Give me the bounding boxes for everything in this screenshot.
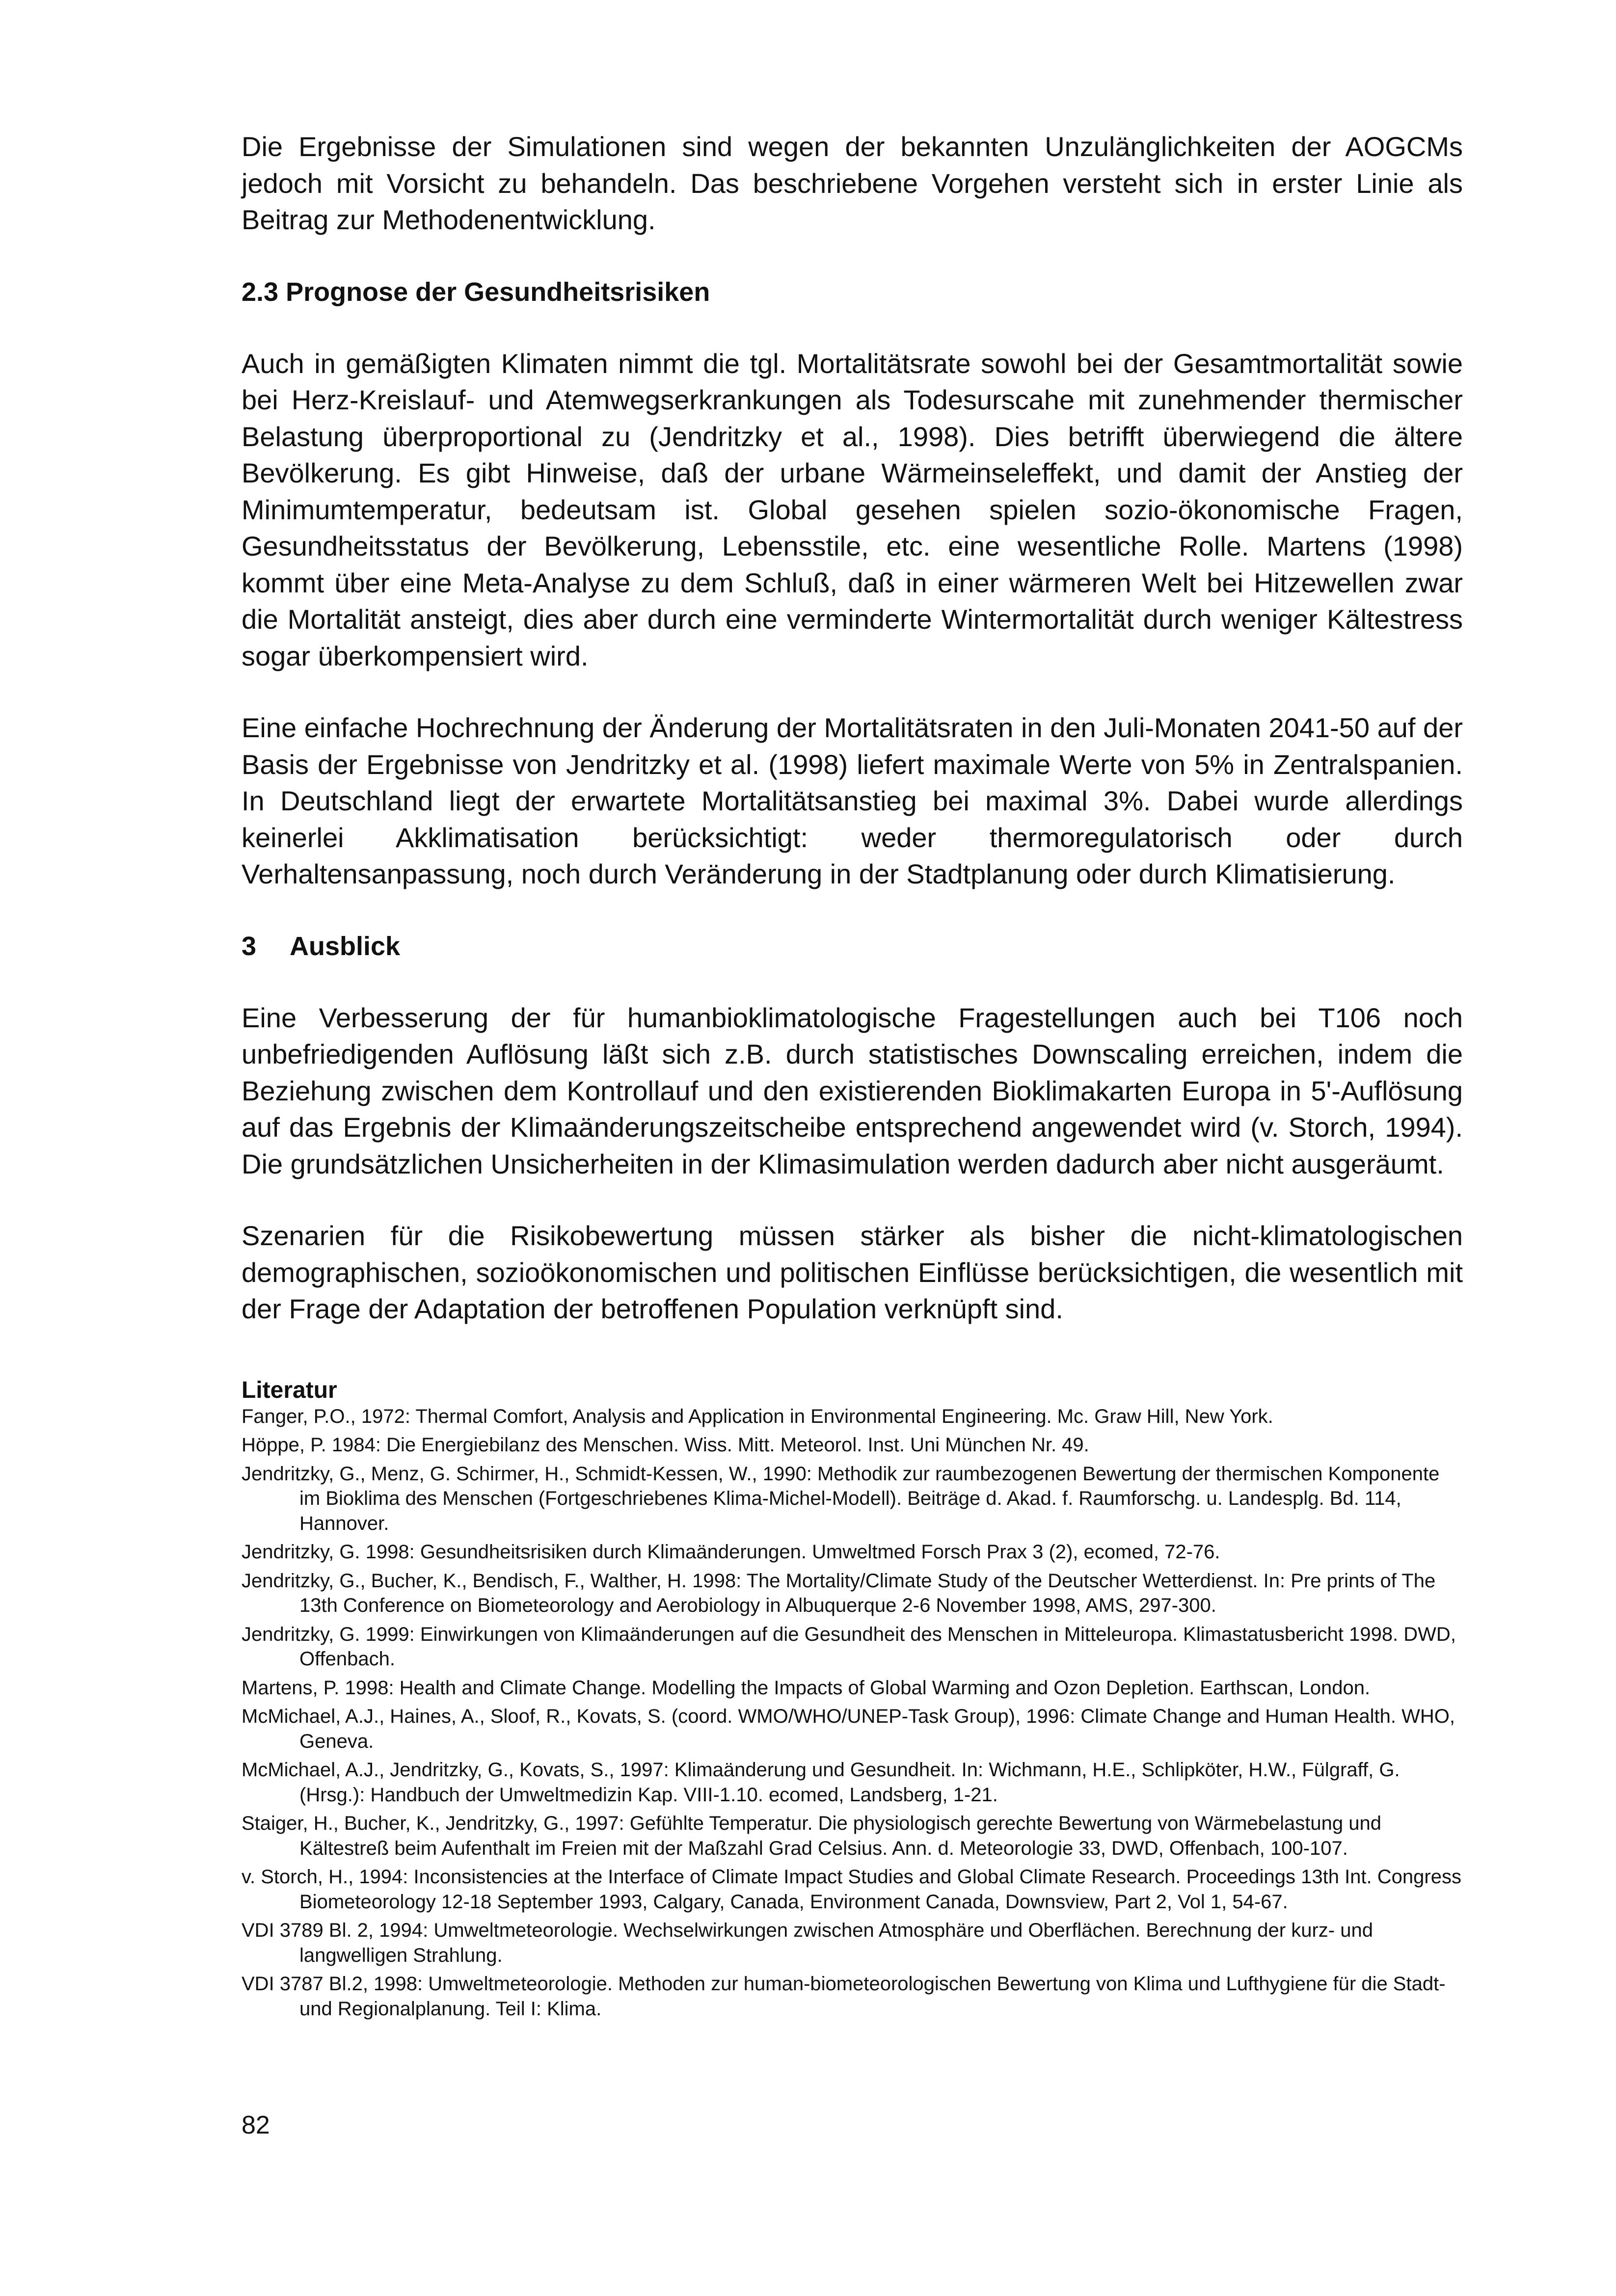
reference-item: Jendritzky, G., Bucher, K., Bendisch, F., Walther, H. 1998: The Mortality/Climate Study of the Deutscher Wetterdienst. In: Pre prints of The 13th Conference on Biometeorology and Aerobiology in Albuquerque 2-6 November 1998, AMS, 297-300. [242, 1570, 1436, 1616]
reference-item: Jendritzky, G., Menz, G. Schirmer, H., Schmidt-Kessen, W., 1990: Methodik zur raumbezogenen Bewertung der thermischen Komponente im Bioklima des Menschen (Fortgeschriebenes Klima-Michel-Modell). Beiträge d. Akad. f. Raumforschg. u. Landesplg. Bd. 114, Hannover. [242, 1463, 1440, 1534]
reference-item: McMichael, A.J., Jendritzky, G., Kovats, S., 1997: Klimaänderung und Gesundheit. In: Wichmann, H.E., Schlipköter, H.W., Fülgraff, G. (Hrsg.): Handbuch der Umweltmedizin Kap. VIII-1.10. ecomed, Landsberg, 1-21. [242, 1759, 1400, 1806]
reference-item: Jendritzky, G. 1998: Gesundheitsrisiken durch Klimaänderungen. Umweltmed Forsch Prax 3 (2), ecomed, 72-76. [242, 1541, 1220, 1563]
section-title: Ausblick [290, 931, 401, 961]
reference-item: VDI 3787 Bl.2, 1998: Umweltmeteorologie. Methoden zur human-biometeorologischen Bewertung von Klima und Lufthygiene für die Stadt- und Regionalplanung. Teil I: Klima. [242, 1973, 1446, 2020]
section-heading-2-3: 2.3 Prognose der Gesundheitsrisiken [242, 277, 710, 307]
section-2-3-paragraph-2: Eine einfache Hochrechnung der Änderung der Mortalitätsraten in den Juli-Monaten 2041-50 auf der Basis der Ergebnisse von Jendritzky et al. (1998) liefert maximale Werte von 5% in Zentralspanien. In Deutschland liegt der erwartete Mortalitätsanstieg bei maximal 3%. Dabei wurde allerdings keinerlei Akklimatisation berücksichtigt: weder thermoregulatorisch oder durch Verhaltensanpassung, noch durch Veränderung in der Stadtplanung oder durch Klimatisierung. [242, 712, 1463, 889]
literature-heading: Literatur [242, 1377, 337, 1403]
reference-item: Höppe, P. 1984: Die Energiebilanz des Menschen. Wiss. Mitt. Meteorol. Inst. Uni München Nr. 49. [242, 1434, 1089, 1456]
reference-item: McMichael, A.J., Haines, A., Sloof, R., Kovats, S. (coord. WMO/WHO/UNEP-Task Group), 1996: Climate Change and Human Health. WHO, Geneva. [242, 1706, 1455, 1752]
section-number: 3 [242, 931, 257, 961]
section-heading-3 [242, 928, 1463, 964]
section-3-paragraph-1: Eine Verbesserung der für humanbioklimatologische Fragestellungen auch bei T106 noch unbefriedigenden Auflösung läßt sich z.B. durch statistisches Downscaling erreichen, indem die Beziehung zwischen dem Kontrollauf und den existierenden Bioklimakarten Europa in 5'-Auflösung auf das Ergebnis der Klimaänderungszeitscheibe entsprechend angewendet wird (v. Storch, 1994). Die grundsätzlichen Unsicherheiten in der Klimasimulation werden dadurch aber nicht ausgeräumt. [242, 1002, 1463, 1179]
reference-item: Martens, P. 1998: Health and Climate Change. Modelling the Impacts of Global Warming and Ozon Depletion. Earthscan, London. [242, 1677, 1371, 1699]
section-3-paragraph-2: Szenarien für die Risikobewertung müssen stärker als bisher die nicht-klimatologischen demographischen, sozioökonomischen und politischen Einflüsse berücksichtigen, die wesentlich mit der Frage der Adaptation der betroffenen Population verknüpft sind. [242, 1220, 1463, 1324]
reference-item: Fanger, P.O., 1972: Thermal Comfort, Analysis and Application in Environmental Engineering. Mc. Graw Hill, New York. [242, 1405, 1273, 1427]
section-2-3-paragraph-1: Auch in gemäßigten Klimaten nimmt die tgl. Mortalitätsrate sowohl bei der Gesamtmortalität sowie bei Herz-Kreislauf- und Atemwegserkrankungen als Todesurscahe mit zunehmender thermischer Belastung überproportional zu (Jendritzky et al., 1998). Dies betrifft überwiegend die ältere Bevölkerung. Es gibt Hinweise, daß der urbane Wärmeinseleffekt, und damit der Anstieg der Minimumtemperatur, bedeutsam ist. Global gesehen spielen sozio-ökonomische Fragen, Gesundheitsstatus der Bevölkerung, Lebensstile, etc. eine wesentliche Rolle. Martens (1998) kommt über eine Meta-Analyse zu dem Schluß, daß in einer wärmeren Welt bei Hitzewellen zwar die Mortalität ansteigt, dies aber durch eine verminderte Wintermortalität durch weniger Kältestress sogar überkompensiert wird. [242, 347, 1463, 671]
page-body [242, 129, 1463, 2021]
reference-item: Staiger, H., Bucher, K., Jendritzky, G., 1997: Gefühlte Temperatur. Die physiologisch gerechte Bewertung von Wärmebelastung und Kältestreß beim Aufenthalt im Freien mit der Maßzahl Grad Celsius. Ann. d. Meteorologie 33, DWD, Offenbach, 100-107. [242, 1813, 1381, 1859]
reference-item: v. Storch, H., 1994: Inconsistencies at the Interface of Climate Impact Studies and Global Climate Research. Proceedings 13th Int. Congress Biometeorology 12-18 September 1993, Calgary, Canada, Environment Canada, Downsview, Part 2, Vol 1, 54-67. [242, 1866, 1461, 1913]
reference-list [242, 1404, 1463, 2022]
reference-item: Jendritzky, G. 1999: Einwirkungen von Klimaänderungen auf die Gesundheit des Menschen in Mitteleuropa. Klimastatusbericht 1998. DWD, Offenbach. [242, 1623, 1456, 1670]
intro-paragraph: Die Ergebnisse der Simulationen sind wegen der bekannten Unzulänglichkeiten der AOGCMs jedoch mit Vorsicht zu behandeln. Das beschriebene Vorgehen versteht sich in erster Linie als Beitrag zur Methodenentwicklung. [242, 131, 1463, 235]
page-number: 82 [242, 2111, 270, 2139]
reference-item: VDI 3789 Bl. 2, 1994: Umweltmeteorologie. Wechselwirkungen zwischen Atmosphäre und Oberflächen. Berechnung der kurz- und langwelligen Strahlung. [242, 1920, 1373, 1966]
